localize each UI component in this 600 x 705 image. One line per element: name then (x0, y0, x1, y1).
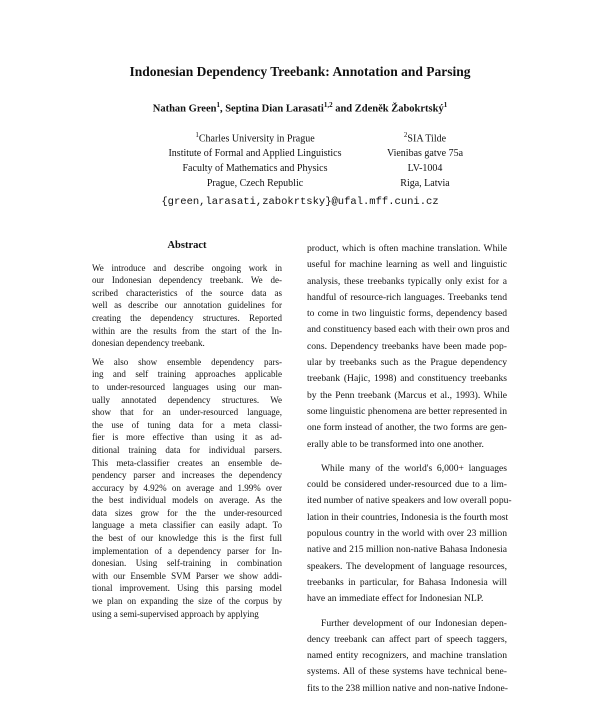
text-line: our Indonesian dependency treebank. We de- (92, 275, 282, 286)
text-line: fits to the 238 million native and non-native Indone- (307, 682, 508, 694)
right-column (307, 241, 512, 705)
text-line: speakers. The development of language resources, (307, 560, 507, 572)
text-line: to come in two linguistic forms, dependency based (307, 308, 507, 320)
author-separator: and (332, 103, 355, 115)
author-emails[interactable]: {green,larasati,zabokrtsky}@ufal.mff.cuni.cz (161, 196, 439, 208)
text-line: ually annotated dependency structures. We (92, 394, 282, 405)
text-line: using a semi-supervised approach by applying (92, 608, 259, 619)
text-line: erally able to be transformed into one another. (307, 438, 484, 450)
text-line: donesian dependency treebank. (92, 338, 205, 349)
text-line: named entity recognizers, and machine translation (307, 650, 507, 662)
text-line: to under-resourced languages using our man- (92, 381, 282, 392)
text-line: We introduce and describe ongoing work in (92, 262, 282, 273)
text-line: donesian. Using self-training in combination (92, 558, 282, 569)
text-line: ited number of native speakers and low overall popu- (307, 495, 512, 507)
text-line: While many of the world's 6,000+ languages (321, 462, 507, 474)
text-line: have an immediate effect for Indonesian NLP. (307, 593, 484, 605)
author-name: Zdeněk Žabokrtský (354, 103, 444, 115)
text-line: with our Ensemble SVM Parser we show addi- (92, 570, 282, 581)
text-line: lation in their countries, Indonesia is the fourth most (307, 511, 509, 523)
text-line: the use of tuning data for a meta classi- (92, 419, 282, 430)
text-line: useful for machine learning as well and linguistic (307, 259, 507, 271)
text-line: analysis, these treebanks typically only exist for a (307, 275, 507, 287)
abstract-heading: Abstract (167, 240, 207, 251)
text-line: pendency parser and increases the dependency (92, 470, 282, 481)
author-name: Septina Dian Larasati (225, 103, 324, 115)
affiliation-line: Institute of Formal and Applied Linguistics (168, 148, 342, 160)
affiliation-mark: 1 (195, 131, 199, 139)
left-column (92, 240, 282, 626)
text-line: treebank (Hajic, 1998) and constituency treebanks (307, 373, 507, 385)
text-line: one form instead of another, the two forms are gen- (307, 422, 507, 434)
text-line: we plan on expanding the size of the corpus by (92, 596, 282, 607)
text-line: scribed characteristics of the source data as (92, 287, 282, 298)
text-line: We also show ensemble dependency pars- (92, 356, 282, 367)
abstract-paragraph-2 (92, 356, 282, 620)
author-affiliation-mark: 1 (443, 101, 448, 109)
affiliation-line: $^1$Charles University in Prague (195, 131, 315, 145)
abstract-paragraph-1 (92, 262, 282, 350)
affiliation-line: Prague, Czech Republic (206, 178, 304, 190)
text-line: the best of our knowledge this is the first full (92, 533, 282, 544)
text-line: cons. Dependency treebanks have been made pop- (307, 340, 507, 352)
affiliation-line: Riga, Latvia (400, 178, 450, 190)
text-line: ular by treebanks such as the Prague dependency (307, 357, 507, 369)
author-affiliation-mark: 1,2 (323, 101, 333, 109)
affiliation-mark: 2 (403, 131, 408, 139)
text-line: native and 215 million non-native Bahasa Indonesia (307, 544, 507, 556)
text-line: the best individual models on average. As the (92, 495, 282, 506)
text-line: accuracy by 4.92% on average and 1.99% over (92, 482, 282, 493)
text-line: language a meta classifier can easily adapt. To (92, 520, 282, 531)
author-separator: , (219, 103, 226, 115)
body-paragraph-2 (307, 461, 512, 608)
affiliation-1 (140, 128, 370, 191)
text-line: This meta-classifier creates an ensemble de- (92, 457, 282, 468)
body-paragraph-3 (307, 616, 507, 697)
text-line: ditional training data for individual parsers. (92, 444, 282, 455)
text-line: dency treebank can affect part of speech taggers, (307, 633, 507, 645)
text-line: implementation of a dependency parser for In- (92, 545, 282, 556)
text-line: ing and self training approaches applicable (92, 369, 282, 380)
affiliation-2 (360, 128, 490, 191)
text-line: product, which is often machine translation. While (307, 243, 507, 254)
text-line: fier is more effective than using it as ad- (92, 432, 282, 443)
text-line: handful of resource-rich languages. Treebanks tend (307, 291, 507, 303)
body-paragraph-1 (307, 241, 510, 453)
text-line: show that for an under-resourced language, (92, 407, 282, 418)
author-affiliation-mark: 1 (216, 101, 220, 109)
text-line: could be considered under-resourced due to a lim- (307, 479, 507, 491)
affiliation-line: $^2$SIA Tilde (403, 131, 447, 145)
text-line: well as describe our annotation guidelines for (92, 300, 282, 311)
text-line: tional improvement. Using this parsing model (92, 583, 282, 594)
text-line: populous country in the world with over 23 million (307, 528, 507, 540)
affiliation-line: Faculty of Mathematics and Physics (182, 163, 328, 175)
text-line: creating the dependency structures. Reported (92, 312, 282, 323)
affiliation-line: Vienibas gatve 75a (386, 148, 464, 160)
text-line: data sizes grow for the the under-resourced (92, 507, 282, 518)
text-line: and constituency based each with their own pros and (307, 324, 510, 336)
text-line: systems. All of these systems have technical bene- (307, 666, 507, 678)
text-line: Further development of our Indonesian depen- (321, 617, 507, 629)
text-line: treebanks in particular, for Bahasa Indonesia will (307, 576, 507, 588)
affiliation-line: LV-1004 (407, 163, 443, 175)
paper-title: Indonesian Dependency Treebank: Annotation and Parsing (129, 64, 471, 79)
text-line: within are the results from the start of the In- (92, 325, 282, 336)
author-list (0, 101, 600, 115)
text-line: some linguistic phenomena are better represented in (307, 405, 507, 417)
text-line: by the Penn treebank (Marcus et al., 1993). While (307, 389, 507, 401)
author-name: Nathan Green (152, 103, 217, 115)
